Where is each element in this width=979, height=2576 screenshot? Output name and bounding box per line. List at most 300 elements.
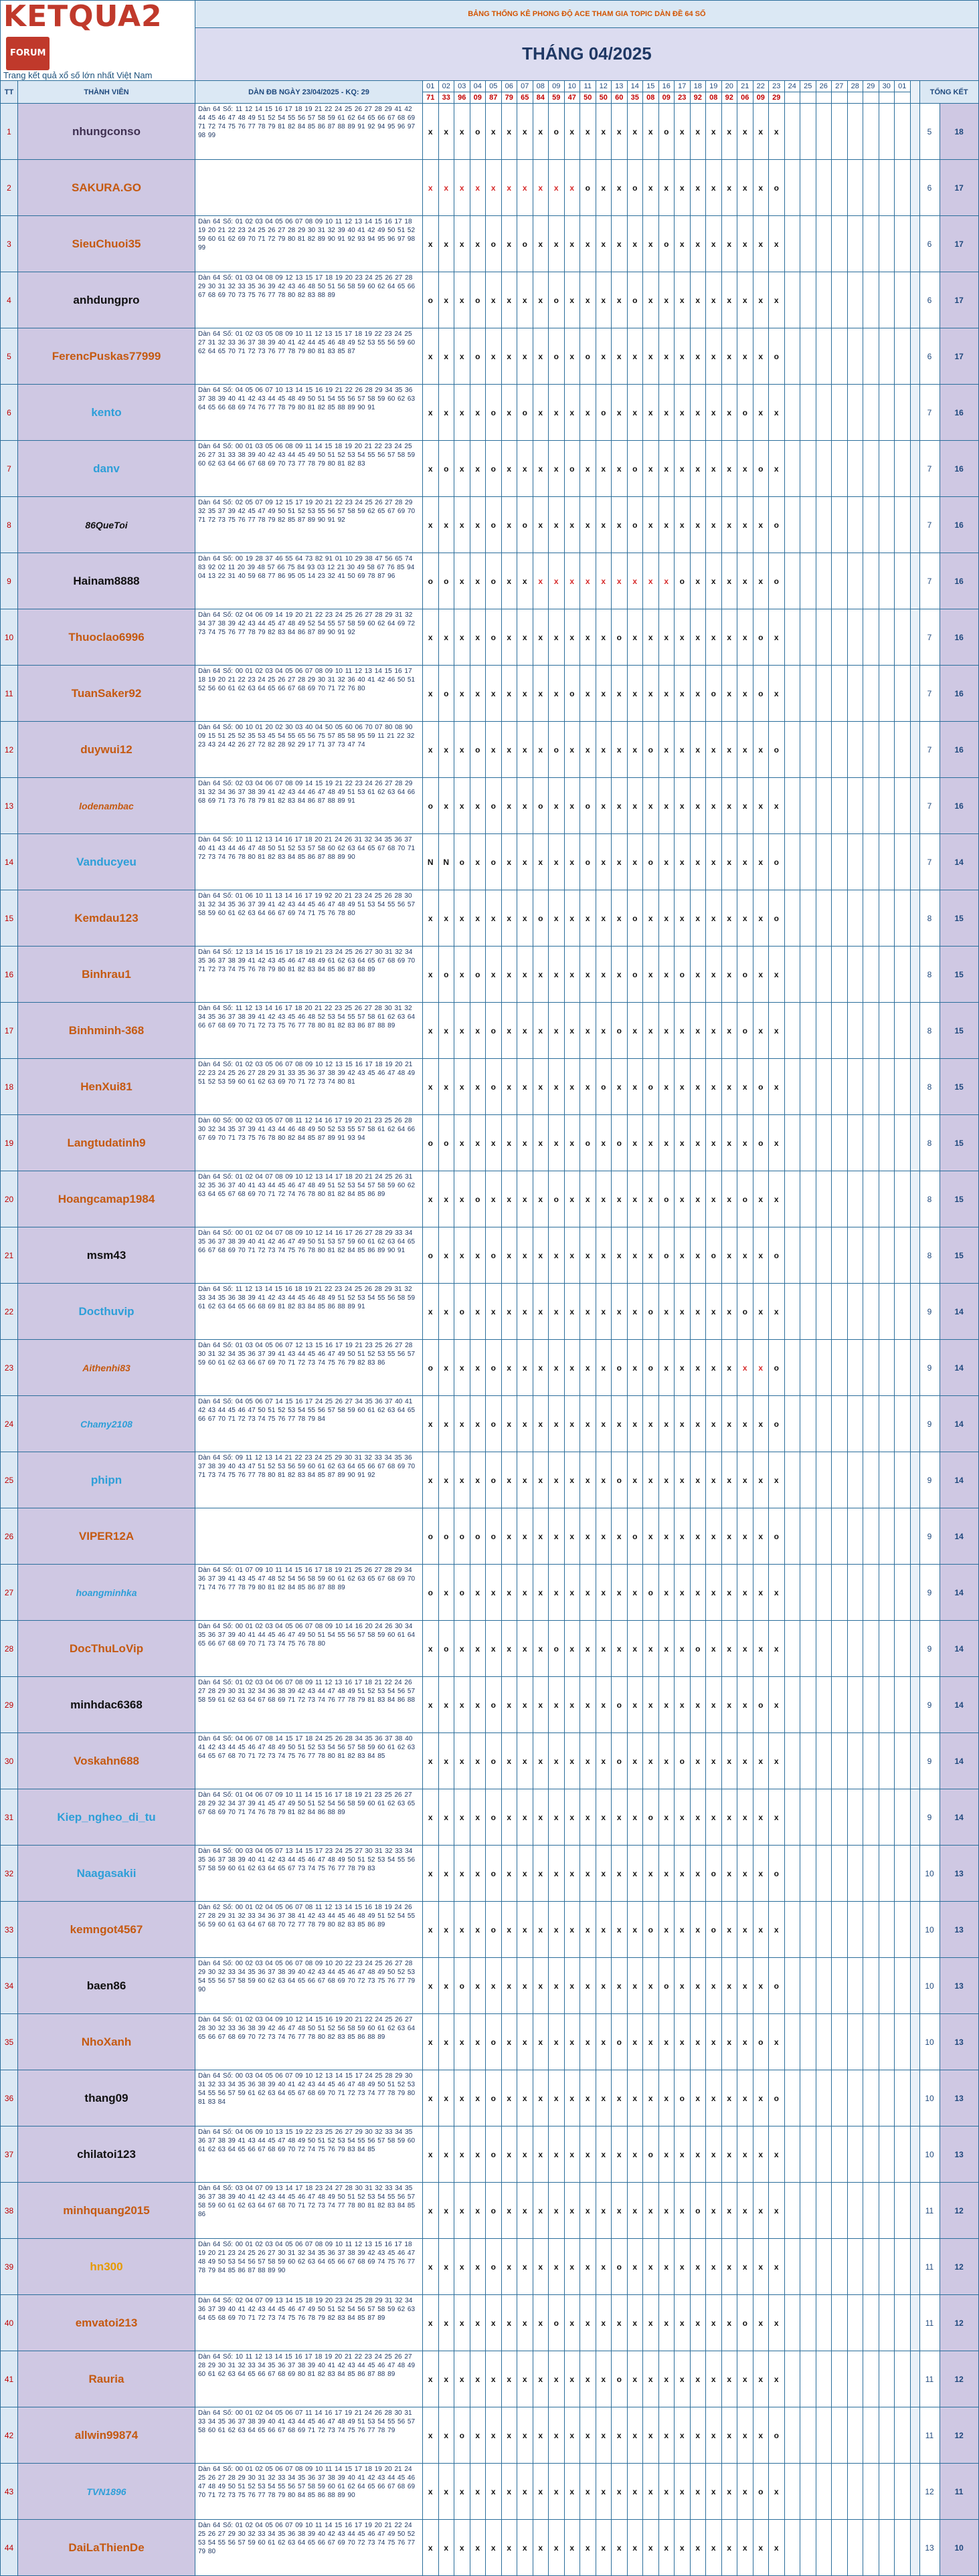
member-name[interactable]: SieuChuoi35 xyxy=(18,216,195,272)
day-mark: x xyxy=(533,666,549,722)
miss-count: 7 xyxy=(919,609,940,666)
day-mark: x xyxy=(643,1171,659,1227)
day-mark: x xyxy=(486,1621,502,1677)
day-mark: o xyxy=(612,1677,628,1733)
day-mark: x xyxy=(721,778,737,834)
day-mark: x xyxy=(643,1508,659,1565)
logo-block[interactable] xyxy=(1,1,195,81)
day-mark: x xyxy=(706,1733,722,1789)
member-name[interactable]: NhoXanh xyxy=(18,2014,195,2070)
total-score: 13 xyxy=(940,2126,978,2183)
day-mark: x xyxy=(470,1958,486,2014)
empty-day-cell xyxy=(816,441,832,497)
empty-day-cell xyxy=(784,1621,800,1677)
day-mark: x xyxy=(454,553,470,609)
empty-day-cell xyxy=(847,1846,863,1902)
day-mark: x xyxy=(627,1340,643,1396)
member-row xyxy=(1,1958,979,2014)
day-mark: x xyxy=(501,1508,517,1565)
day-mark: o xyxy=(706,1902,722,1958)
day-mark: x xyxy=(549,2520,565,2576)
empty-day-cell xyxy=(895,328,911,385)
logo-text: KETQUA2 xyxy=(3,0,163,33)
day-mark: o xyxy=(486,609,502,666)
empty-day-cell xyxy=(784,1115,800,1171)
day-mark: x xyxy=(706,1003,722,1059)
member-name[interactable]: minhquang2015 xyxy=(18,2183,195,2239)
day-mark: x xyxy=(690,104,706,160)
empty-day-cell xyxy=(895,2407,911,2464)
member-name[interactable]: thang09 xyxy=(18,2070,195,2126)
empty-day-cell xyxy=(816,1340,832,1396)
member-name[interactable]: duywui12 xyxy=(18,722,195,778)
empty-day-cell xyxy=(832,160,848,216)
day-mark: x xyxy=(643,441,659,497)
member-name[interactable]: emvatoi213 xyxy=(18,2295,195,2351)
day-mark: x xyxy=(501,497,517,553)
day-mark: x xyxy=(737,2014,753,2070)
empty-day-cell xyxy=(800,1115,816,1171)
day-mark: x xyxy=(501,722,517,778)
day-mark: x xyxy=(470,1059,486,1115)
day-mark: o xyxy=(580,328,596,385)
empty-day-cell xyxy=(800,2351,816,2407)
row-number: 41 xyxy=(1,2351,18,2407)
day-mark: o xyxy=(549,722,565,778)
day-mark: x xyxy=(675,890,691,947)
total-score: 16 xyxy=(940,666,978,722)
day-mark: x xyxy=(549,1677,565,1733)
empty-day-cell xyxy=(832,2183,848,2239)
day-mark: x xyxy=(549,441,565,497)
day-mark: x xyxy=(486,1284,502,1340)
number-set: Dàn 64 Số: 00 03 04 05 06 07 09 10 12 13 14 15 17 24 25 28 29 30 31 32 33 34 35 36 38 39 40 41 42 43 44 45 46 47 48 49 50 51 52 53 54 55 56 57 59 61 62 63 64 65 67 68 69 70 71 72 73 74 77 78 79 80 81 83 84 xyxy=(195,2070,423,2126)
day-mark: x xyxy=(533,497,549,553)
empty-day-cell xyxy=(895,834,911,890)
row-number: 3 xyxy=(1,216,18,272)
row-number: 22 xyxy=(1,1284,18,1340)
member-name[interactable]: TVN1896 xyxy=(18,2464,195,2520)
total-score: 14 xyxy=(940,1508,978,1565)
day-mark: x xyxy=(706,104,722,160)
day-mark: x xyxy=(533,1733,549,1789)
day-mark: o xyxy=(675,2070,691,2126)
member-name[interactable]: Chamy2108 xyxy=(18,1396,195,1452)
day-mark: o xyxy=(533,890,549,947)
day-mark: o xyxy=(486,385,502,441)
day-mark: x xyxy=(501,2014,517,2070)
day-mark: x xyxy=(690,216,706,272)
day-mark: x xyxy=(533,2464,549,2520)
day-mark: x xyxy=(470,1902,486,1958)
day-mark: x xyxy=(564,104,580,160)
member-row xyxy=(1,272,979,328)
day-mark: x xyxy=(721,1958,737,2014)
day-mark: x xyxy=(706,1452,722,1508)
day-mark: x xyxy=(690,1396,706,1452)
member-name[interactable]: Hainam8888 xyxy=(18,553,195,609)
day-mark: x xyxy=(501,2520,517,2576)
day-mark: x xyxy=(675,722,691,778)
empty-day-cell xyxy=(816,778,832,834)
day-mark: x xyxy=(596,834,612,890)
day-mark: o xyxy=(769,1508,785,1565)
day-mark: o xyxy=(658,104,675,160)
member-name[interactable]: kento xyxy=(18,385,195,441)
day-mark: x xyxy=(769,1452,785,1508)
empty-day-cell xyxy=(800,2239,816,2295)
member-name[interactable]: nhungconso xyxy=(18,104,195,160)
day-mark: x xyxy=(533,1565,549,1621)
day-mark: x xyxy=(517,1958,533,2014)
day-mark: x xyxy=(612,1565,628,1621)
day-mark: x xyxy=(501,104,517,160)
day-result xyxy=(816,92,832,104)
empty-day-cell xyxy=(832,441,848,497)
empty-day-cell xyxy=(832,609,848,666)
member-name[interactable]: Kemdau123 xyxy=(18,890,195,947)
number-set: Dàn 64 Số: 01 02 03 04 05 06 07 08 09 10 11 12 13 14 15 16 17 18 19 20 21 22 23 24 25 26 27 28 29 30 31 32 39 40 41 42 49 50 51 52 59 60 61 62 69 70 71 72 79 80 81 82 89 90 91 92 93 94 95 96 97 98 99 xyxy=(195,216,423,272)
member-name[interactable]: hn300 xyxy=(18,2239,195,2295)
empty-day-cell xyxy=(879,890,895,947)
day-result: 60 xyxy=(612,92,628,104)
member-name[interactable]: Docthuvip xyxy=(18,1284,195,1340)
day-mark: o xyxy=(753,441,769,497)
day-mark: x xyxy=(438,2239,454,2295)
day-mark: x xyxy=(549,666,565,722)
day-mark: x xyxy=(769,2351,785,2407)
day-mark: o xyxy=(737,947,753,1003)
day-mark: o xyxy=(580,160,596,216)
member-name[interactable]: hoangminhka xyxy=(18,1565,195,1621)
empty-day-cell xyxy=(832,272,848,328)
day-mark: x xyxy=(643,1621,659,1677)
member-name[interactable]: VIPER12A xyxy=(18,1508,195,1565)
row-gap xyxy=(910,1059,919,1115)
empty-day-cell xyxy=(847,2126,863,2183)
day-mark: x xyxy=(675,1621,691,1677)
miss-count: 11 xyxy=(919,2407,940,2464)
empty-day-cell xyxy=(784,2183,800,2239)
day-mark: x xyxy=(549,497,565,553)
day-mark: x xyxy=(721,1171,737,1227)
day-mark: o xyxy=(737,2295,753,2351)
day-mark: x xyxy=(675,272,691,328)
day-mark: x xyxy=(706,553,722,609)
member-name[interactable]: FerencPuskas77999 xyxy=(18,328,195,385)
empty-day-cell xyxy=(800,272,816,328)
day-mark: x xyxy=(658,1902,675,1958)
day-mark: x xyxy=(675,1846,691,1902)
number-set: Dàn 64 Số: 01 04 06 07 09 10 11 14 15 16 17 18 19 21 23 25 26 27 28 29 32 34 37 39 41 45 47 49 50 51 52 54 56 58 59 60 61 62 63 65 67 68 69 70 71 74 76 78 79 81 82 84 86 88 89 xyxy=(195,1789,423,1846)
row-number: 42 xyxy=(1,2407,18,2464)
day-mark: o xyxy=(737,385,753,441)
empty-day-cell xyxy=(784,272,800,328)
member-name[interactable]: allwin99874 xyxy=(18,2407,195,2464)
site-logo[interactable] xyxy=(1,1,195,70)
day-mark: x xyxy=(612,2295,628,2351)
empty-day-cell xyxy=(895,1789,911,1846)
empty-day-cell xyxy=(832,1846,848,1902)
day-mark: x xyxy=(690,2407,706,2464)
day-mark: x xyxy=(549,947,565,1003)
member-name[interactable]: Thuoclao6996 xyxy=(18,609,195,666)
number-set: Dàn 62 Số: 00 01 02 04 05 06 07 08 11 12 13 14 15 16 18 19 24 26 27 28 29 31 32 33 34 36 37 38 41 42 43 44 45 46 48 49 51 52 54 55 56 59 60 61 63 64 67 68 70 72 77 78 79 80 82 83 85 86 89 xyxy=(195,1902,423,1958)
member-name[interactable]: phipn xyxy=(18,1452,195,1508)
day-mark: x xyxy=(769,2295,785,2351)
day-mark: x xyxy=(423,2520,439,2576)
day-mark: o xyxy=(454,2407,470,2464)
member-row xyxy=(1,1508,979,1565)
forum-badge: FORUM xyxy=(6,37,50,70)
member-name[interactable]: DaiLaThienDe xyxy=(18,2520,195,2576)
day-mark: x xyxy=(596,1902,612,1958)
empty-day-cell xyxy=(895,2464,911,2520)
day-mark: x xyxy=(706,272,722,328)
day-mark: x xyxy=(438,104,454,160)
day-mark: x xyxy=(769,1621,785,1677)
member-name[interactable]: DocThuLoVip xyxy=(18,1621,195,1677)
member-name[interactable]: danv xyxy=(18,441,195,497)
day-mark: x xyxy=(753,328,769,385)
member-name[interactable]: Aithenhi83 xyxy=(18,1340,195,1396)
row-number: 4 xyxy=(1,272,18,328)
day-mark: x xyxy=(423,497,439,553)
day-mark: x xyxy=(564,497,580,553)
day-mark: x xyxy=(721,385,737,441)
day-mark: x xyxy=(769,1789,785,1846)
row-gap xyxy=(910,2351,919,2407)
empty-day-cell xyxy=(863,2407,879,2464)
day-mark: x xyxy=(690,272,706,328)
empty-day-cell xyxy=(863,2126,879,2183)
day-mark: x xyxy=(549,1902,565,1958)
day-mark: o xyxy=(580,834,596,890)
empty-day-cell xyxy=(832,1565,848,1621)
day-mark: o xyxy=(643,1284,659,1340)
day-mark: x xyxy=(753,2351,769,2407)
total-score: 18 xyxy=(940,104,978,160)
day-mark: x xyxy=(564,328,580,385)
member-name[interactable]: Kiep_ngheo_di_tu xyxy=(18,1789,195,1846)
row-gap xyxy=(910,722,919,778)
member-name[interactable]: msm43 xyxy=(18,1227,195,1284)
day-result: 65 xyxy=(517,92,533,104)
day-mark: x xyxy=(612,497,628,553)
member-name[interactable]: Langtudatinh9 xyxy=(18,1115,195,1171)
day-mark: x xyxy=(423,160,439,216)
site-tagline: Trang kết quả xổ số lớn nhất Việt Nam xyxy=(3,70,153,80)
empty-day-cell xyxy=(784,1340,800,1396)
day-mark: o xyxy=(612,2014,628,2070)
day-mark: x xyxy=(580,2407,596,2464)
day-mark: x xyxy=(517,1621,533,1677)
day-mark: o xyxy=(643,1789,659,1846)
day-mark: x xyxy=(753,947,769,1003)
member-name[interactable]: HenXui81 xyxy=(18,1059,195,1115)
day-mark: x xyxy=(690,2464,706,2520)
day-mark: x xyxy=(706,497,722,553)
number-set: Dàn 64 Số: 11 12 13 14 16 17 18 20 21 22 23 25 26 27 28 30 31 32 34 35 36 37 38 39 41 42 43 45 46 48 52 53 54 55 57 58 61 62 63 64 66 67 68 69 70 71 72 73 75 76 77 78 80 81 82 83 86 87 88 89 xyxy=(195,1003,423,1059)
day-mark: x xyxy=(533,1677,549,1733)
member-name[interactable]: Vanducyeu xyxy=(18,834,195,890)
day-mark: x xyxy=(438,1565,454,1621)
member-name[interactable]: Voskahn688 xyxy=(18,1733,195,1789)
day-mark: x xyxy=(612,272,628,328)
empty-day-cell xyxy=(863,1284,879,1340)
day-mark: x xyxy=(517,2464,533,2520)
day-mark: x xyxy=(470,1396,486,1452)
member-row xyxy=(1,1565,979,1621)
day-mark: x xyxy=(658,666,675,722)
empty-day-cell xyxy=(847,385,863,441)
member-name[interactable]: TuanSaker92 xyxy=(18,666,195,722)
total-score: 14 xyxy=(940,834,978,890)
empty-day-cell xyxy=(800,441,816,497)
day-mark: x xyxy=(501,2070,517,2126)
day-mark: x xyxy=(501,609,517,666)
day-mark: o xyxy=(486,216,502,272)
row-gap xyxy=(910,2520,919,2576)
day-header: 30 xyxy=(879,81,895,92)
day-mark: x xyxy=(643,2239,659,2295)
day-mark: x xyxy=(753,1902,769,1958)
empty-day-cell xyxy=(847,2239,863,2295)
member-name[interactable]: Hoangcamap1984 xyxy=(18,1171,195,1227)
day-mark: x xyxy=(690,2014,706,2070)
empty-day-cell xyxy=(863,2239,879,2295)
day-mark: x xyxy=(627,2126,643,2183)
day-mark: x xyxy=(721,1284,737,1340)
day-mark: o xyxy=(423,1565,439,1621)
day-mark: o xyxy=(596,385,612,441)
member-name[interactable]: anhdungpro xyxy=(18,272,195,328)
empty-day-cell xyxy=(832,1284,848,1340)
day-mark: x xyxy=(564,1677,580,1733)
day-mark: x xyxy=(690,1733,706,1789)
day-mark: x xyxy=(454,722,470,778)
day-mark: x xyxy=(627,1396,643,1452)
day-mark: x xyxy=(438,1902,454,1958)
row-number: 33 xyxy=(1,1902,18,1958)
total-score: 14 xyxy=(940,1733,978,1789)
day-mark: x xyxy=(612,1396,628,1452)
day-mark: x xyxy=(706,1789,722,1846)
day-mark: x xyxy=(753,2295,769,2351)
day-mark: x xyxy=(706,216,722,272)
day-mark: x xyxy=(564,1508,580,1565)
day-mark: x xyxy=(533,1284,549,1340)
day-mark: x xyxy=(627,104,643,160)
day-mark: x xyxy=(533,1846,549,1902)
empty-day-cell xyxy=(847,160,863,216)
day-mark: x xyxy=(517,2126,533,2183)
day-mark: x xyxy=(423,2295,439,2351)
row-gap xyxy=(910,1452,919,1508)
empty-day-cell xyxy=(832,1733,848,1789)
empty-day-cell xyxy=(832,2070,848,2126)
member-name[interactable]: SAKURA.GO xyxy=(18,160,195,216)
day-mark: o xyxy=(438,553,454,609)
day-mark: x xyxy=(549,2126,565,2183)
day-mark: x xyxy=(675,441,691,497)
empty-day-cell xyxy=(879,2239,895,2295)
day-mark: x xyxy=(438,1452,454,1508)
empty-day-cell xyxy=(879,947,895,1003)
empty-day-cell xyxy=(847,666,863,722)
empty-day-cell xyxy=(816,1902,832,1958)
day-mark: x xyxy=(596,2239,612,2295)
member-name[interactable]: 86QueToi xyxy=(18,497,195,553)
miss-count: 7 xyxy=(919,666,940,722)
day-mark: x xyxy=(769,609,785,666)
day-mark: x xyxy=(533,2070,549,2126)
day-mark: x xyxy=(533,441,549,497)
member-name[interactable]: Binhrau1 xyxy=(18,947,195,1003)
total-score: 17 xyxy=(940,216,978,272)
row-gap xyxy=(910,1789,919,1846)
day-mark: x xyxy=(533,385,549,441)
day-result: 09 xyxy=(470,92,486,104)
empty-day-cell xyxy=(800,328,816,385)
member-name[interactable]: Binhminh-368 xyxy=(18,1003,195,1059)
member-name[interactable]: baen86 xyxy=(18,1958,195,2014)
row-gap xyxy=(910,1227,919,1284)
member-name[interactable]: minhdac6368 xyxy=(18,1677,195,1733)
member-name[interactable]: Naagasakii xyxy=(18,1846,195,1902)
day-mark: x xyxy=(533,328,549,385)
miss-count: 13 xyxy=(919,2520,940,2576)
member-name[interactable]: kemngot4567 xyxy=(18,1902,195,1958)
empty-day-cell xyxy=(832,104,848,160)
day-mark: x xyxy=(486,722,502,778)
day-mark: x xyxy=(721,609,737,666)
day-mark: x xyxy=(690,1677,706,1733)
day-mark: x xyxy=(533,216,549,272)
day-mark: x xyxy=(769,1733,785,1789)
member-name[interactable]: lodenambac xyxy=(18,778,195,834)
number-set: Dàn 64 Số: 00 01 02 03 04 05 06 07 08 09 10 14 16 20 24 26 30 34 35 36 37 39 40 41 44 45 46 47 49 50 51 54 55 56 57 58 59 60 61 64 65 66 67 68 69 70 71 73 74 75 76 78 80 xyxy=(195,1621,423,1677)
day-mark: x xyxy=(470,1733,486,1789)
number-set: Dàn 64 Số: 11 12 14 15 16 17 18 19 21 22 24 25 26 27 28 29 41 42 44 45 46 47 48 49 51 52 54 55 56 57 58 59 61 62 64 65 66 67 68 69 71 72 74 75 76 77 78 79 81 82 84 85 86 87 88 89 91 92 94 95 96 97 98 99 xyxy=(195,104,423,160)
empty-day-cell xyxy=(895,1171,911,1227)
day-result: 92 xyxy=(690,92,706,104)
day-mark: o xyxy=(486,1003,502,1059)
member-name[interactable]: Rauria xyxy=(18,2351,195,2407)
day-mark: x xyxy=(690,1958,706,2014)
day-mark: x xyxy=(501,1452,517,1508)
empty-day-cell xyxy=(895,1452,911,1508)
member-name[interactable]: chilatoi123 xyxy=(18,2126,195,2183)
day-mark: x xyxy=(690,497,706,553)
day-mark: x xyxy=(501,1284,517,1340)
empty-day-cell xyxy=(816,2464,832,2520)
day-mark: x xyxy=(753,1171,769,1227)
day-mark: x xyxy=(675,1227,691,1284)
day-mark: x xyxy=(706,1396,722,1452)
number-set: Dàn 64 Số: 00 01 02 05 06 07 08 09 10 11 14 15 17 18 19 20 21 24 25 26 27 28 29 30 31 32 33 34 35 36 37 38 39 40 41 42 43 44 45 46 47 48 49 50 51 52 53 54 55 56 57 58 59 60 61 62 64 65 66 67 68 69 70 71 72 73 75 76 77 78 79 80 84 85 86 88 89 90 xyxy=(195,2464,423,2520)
empty-day-cell xyxy=(895,553,911,609)
day-mark: x xyxy=(627,1677,643,1733)
empty-day-cell xyxy=(847,1565,863,1621)
day-mark: x xyxy=(501,666,517,722)
day-mark: x xyxy=(596,609,612,666)
member-row xyxy=(1,1115,979,1171)
empty-day-cell xyxy=(784,1003,800,1059)
day-mark: x xyxy=(423,2464,439,2520)
day-header: 29 xyxy=(863,81,879,92)
total-score: 12 xyxy=(940,2295,978,2351)
